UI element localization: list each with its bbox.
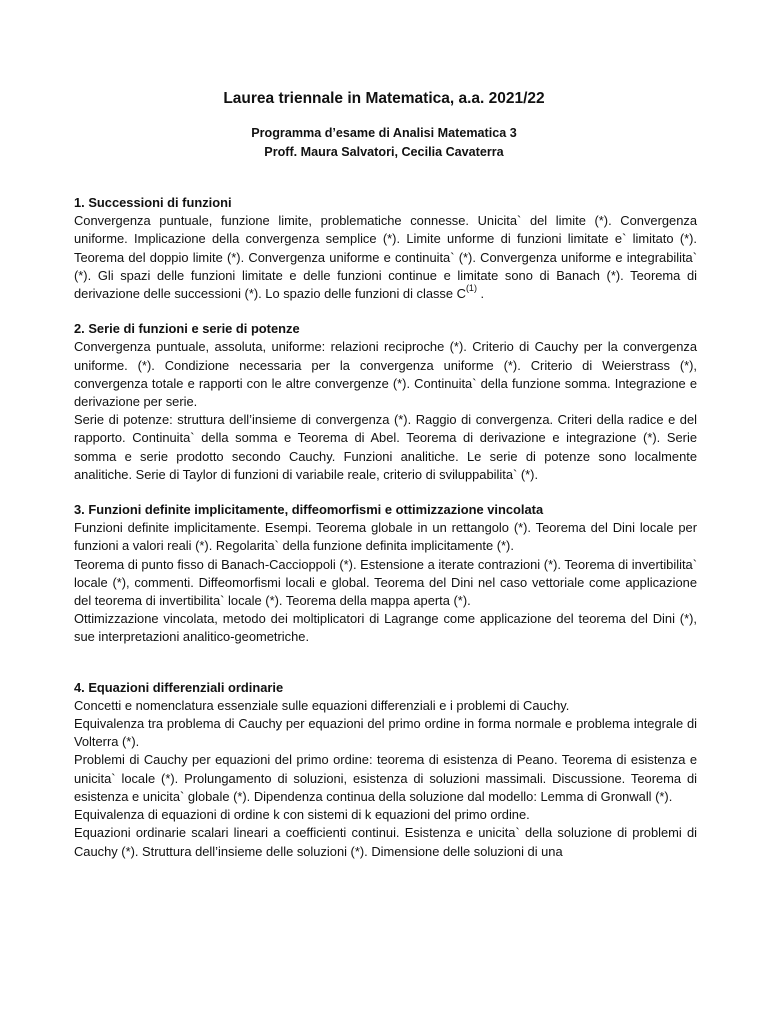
section-paragraph: Equazioni ordinarie scalari lineari a coefficienti continui. Esistenza e unicita` della soluzione di problemi di Cauchy (*). Struttura dell’insieme delle soluzioni (*). Dimensione delle soluzioni di una [74,825,697,859]
paragraph-text: Convergenza puntuale, funzione limite, problematiche connesse. Unicita` del limite (*). Convergenza uniforme. Implicazione della convergenza semplice (*). Limite unforme di funzioni limitate e` limitato (*). Teorema del doppio limite (*). Convergenza uniforme e continuita` (*). Convergenza uniforme e integrabilita` (*). Gli spazi delle funzioni limitate e delle funzioni continue e limitate sono di Banach (*). Teorema di derivazione delle successioni (*). Lo spazio delle funzioni di classe C [74,213,697,302]
section-3 [74,501,697,647]
section-2 [74,320,697,484]
section-heading: 4. Equazioni differenziali ordinarie [74,679,284,695]
section-heading: 3. Funzioni definite implicitamente, diffeomorfismi e ottimizzazione vincolata [74,502,544,518]
superscript: (1) [465,283,477,294]
section-paragraph [74,212,697,303]
section-paragraph: Funzioni definite implicitamente. Esempi. Teorema globale in un rettangolo (*). Teorema del Dini locale per funzioni a valori reali (*). Regolarita` della funzione definita implicitamente (*). [74,520,697,554]
section-paragraph: Equivalenza tra problema di Cauchy per equazioni del primo ordine in forma normale e problema integrale di Volterra (*). [74,716,697,750]
section-paragraph: Convergenza puntuale, assoluta, uniforme: relazioni reciproche (*). Criterio di Cauchy per la convergenza uniforme. (*). Condizione necessaria per la convergenza uniforme (*). Criterio di Weierstrass (*), convergenza totale e rapporti con le altre convergenze (*). Continuita` della funzione somma. Integrazione e derivazione per serie. [74,339,697,410]
section-paragraph: Problemi di Cauchy per equazioni del primo ordine: teorema di esistenza di Peano. Teorema di esistenza e unicita` locale (*). Prolungamento di soluzioni, esistenza di soluzioni massimali. Discussione. Teorema di esistenza e unicita` globale (*). Dipendenza continua della soluzione dal modello: Lemma di Gronwall (*). [74,752,697,804]
section-4 [74,679,697,861]
section-paragraph: Concetti e nomenclatura essenziale sulle equazioni differenziali e i problemi di Cauchy. [74,697,570,713]
section-paragraph: Teorema di punto fisso di Banach-Caccioppoli (*). Estensione a iterate contrazioni (*). Teorema di invertibilita` locale (*), commenti. Diffeomorfismi locali e global. Teorema del Dini nel caso vettoriale come applicazione del teorema di invertibilita` locale (*). Teorema della mappa aperta (*). [74,556,697,609]
section-paragraph: Equivalenza di equazioni di ordine k con sistemi di k equazioni del primo ordine. [74,807,530,823]
section-1 [74,194,697,303]
section-paragraph: Ottimizzazione vincolata, metodo dei moltiplicatori di Lagrange come applicazione del teorema del Dini (*), sue interpretazioni analitico-geometriche. [74,611,697,645]
document-professors: Proff. Maura Salvatori, Cecilia Cavaterra [264,145,504,159]
document-title: Laurea triennale in Matematica, a.a. 2021/22 [223,90,545,107]
document-body [74,194,697,878]
section-heading: 2. Serie di funzioni e serie di potenze [74,321,300,337]
section-paragraph: Serie di potenze: struttura dell’insieme di convergenza (*). Raggio di convergenza. Criteri della radice e del rapporto. Continuita` della somma e Teorema di Abel. Teorema di derivazione e integrazione (*). Serie somma e serie prodotto secondo Cauchy. Funzioni analitiche. Le serie di potenze sono localmente analitiche. Serie di Taylor di funzioni di variabile reale, criterio di sviluppabilita` (*). [74,412,697,482]
document-subtitle: Programma d’esame di Analisi Matematica 3 [251,126,517,140]
section-heading: 1. Successioni di funzioni [74,195,232,210]
paragraph-tail: . [476,286,485,302]
